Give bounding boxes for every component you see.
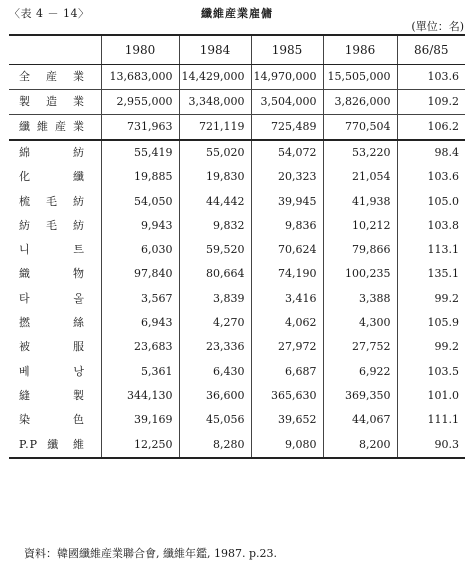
- value-cell: 23,683: [101, 335, 179, 359]
- table-row: [9, 115, 465, 141]
- row-label-cell: [9, 311, 101, 335]
- value-cell: 103.6: [397, 65, 465, 90]
- row-label-cell: [9, 262, 101, 286]
- row-label-cell: [9, 65, 101, 90]
- value-cell: 70,624: [251, 238, 323, 262]
- employment-table: [9, 34, 465, 459]
- table-title: 纖維産業雇傭: [201, 7, 273, 20]
- value-cell: 54,072: [251, 140, 323, 165]
- row-label-cell: [9, 408, 101, 432]
- value-cell: 135.1: [397, 262, 465, 286]
- row-label: 縫 製: [19, 388, 85, 402]
- value-cell: 54,050: [101, 190, 179, 214]
- value-cell: 59,520: [179, 238, 251, 262]
- table-row: [9, 433, 465, 458]
- row-label-cell: [9, 115, 101, 141]
- value-cell: 53,220: [323, 140, 397, 165]
- value-cell: 15,505,000: [323, 65, 397, 90]
- value-cell: 8,200: [323, 433, 397, 458]
- row-label: P.P 纖 維: [19, 437, 85, 451]
- header-corner: [9, 35, 101, 65]
- value-cell: 14,429,000: [179, 65, 251, 90]
- value-cell: 101.0: [397, 384, 465, 408]
- row-label: 全 産 業: [19, 70, 85, 83]
- row-label: 被 服: [19, 340, 85, 354]
- value-cell: 3,839: [179, 287, 251, 311]
- value-cell: 99.2: [397, 287, 465, 311]
- source-note: 資料：韓國纖維産業聯合會, 纖維年鑑, 1987. p.23.: [24, 547, 278, 560]
- table-row: [9, 140, 465, 165]
- value-cell: 39,169: [101, 408, 179, 432]
- value-cell: 103.8: [397, 214, 465, 238]
- value-cell: 20,323: [251, 165, 323, 189]
- row-label: 니 트: [19, 243, 85, 257]
- value-cell: 2,955,000: [101, 90, 179, 115]
- row-label-cell: [9, 90, 101, 115]
- table-row: [9, 90, 465, 115]
- row-label-cell: [9, 214, 101, 238]
- value-cell: 6,430: [179, 360, 251, 384]
- value-cell: 3,826,000: [323, 90, 397, 115]
- table-row: [9, 408, 465, 432]
- value-cell: 6,030: [101, 238, 179, 262]
- column-header: 1985: [251, 35, 323, 65]
- value-cell: 9,836: [251, 214, 323, 238]
- row-label: 染 色: [19, 413, 85, 427]
- row-label: 織 物: [19, 267, 85, 281]
- value-cell: 369,350: [323, 384, 397, 408]
- value-cell: 770,504: [323, 115, 397, 141]
- value-cell: 111.1: [397, 408, 465, 432]
- column-header: 86/85: [397, 35, 465, 65]
- value-cell: 4,270: [179, 311, 251, 335]
- value-cell: 12,250: [101, 433, 179, 458]
- header-row: [9, 35, 465, 65]
- value-cell: 109.2: [397, 90, 465, 115]
- value-cell: 105.0: [397, 190, 465, 214]
- value-cell: 21,054: [323, 165, 397, 189]
- value-cell: 45,056: [179, 408, 251, 432]
- value-cell: 36,600: [179, 384, 251, 408]
- value-cell: 9,943: [101, 214, 179, 238]
- value-cell: 3,388: [323, 287, 397, 311]
- table-row: [9, 287, 465, 311]
- value-cell: 4,062: [251, 311, 323, 335]
- row-label: 化 纖: [19, 170, 85, 184]
- value-cell: 3,416: [251, 287, 323, 311]
- table-row: [9, 335, 465, 359]
- value-cell: 731,963: [101, 115, 179, 141]
- value-cell: 5,361: [101, 360, 179, 384]
- column-header: 1980: [101, 35, 179, 65]
- value-cell: 105.9: [397, 311, 465, 335]
- value-cell: 97,840: [101, 262, 179, 286]
- row-label: 綿 紡: [19, 146, 85, 159]
- value-cell: 10,212: [323, 214, 397, 238]
- table-row: [9, 360, 465, 384]
- value-cell: 3,504,000: [251, 90, 323, 115]
- value-cell: 6,943: [101, 311, 179, 335]
- value-cell: 103.5: [397, 360, 465, 384]
- value-cell: 14,970,000: [251, 65, 323, 90]
- row-label-cell: [9, 360, 101, 384]
- value-cell: 365,630: [251, 384, 323, 408]
- value-cell: 9,080: [251, 433, 323, 458]
- row-label: 梳 毛 紡: [19, 194, 85, 208]
- row-label: 紡 毛 紡: [19, 218, 85, 232]
- value-cell: 99.2: [397, 335, 465, 359]
- row-label-cell: [9, 165, 101, 189]
- table-number: 〈表 4 － 14〉: [9, 7, 90, 20]
- value-cell: 106.2: [397, 115, 465, 141]
- value-cell: 3,567: [101, 287, 179, 311]
- unit-note: (單位：名): [411, 20, 464, 33]
- row-label: 베 낭: [19, 364, 85, 378]
- column-header: 1986: [323, 35, 397, 65]
- row-label: 纖維産業: [19, 120, 85, 133]
- row-label-cell: [9, 140, 101, 165]
- value-cell: 55,419: [101, 140, 179, 165]
- value-cell: 13,683,000: [101, 65, 179, 90]
- row-label: 製 造 業: [19, 95, 85, 108]
- table-row: [9, 214, 465, 238]
- value-cell: 74,190: [251, 262, 323, 286]
- table-row: [9, 165, 465, 189]
- value-cell: 44,067: [323, 408, 397, 432]
- value-cell: 8,280: [179, 433, 251, 458]
- table-row: [9, 384, 465, 408]
- table-row: [9, 262, 465, 286]
- row-label-cell: [9, 433, 101, 458]
- value-cell: 19,830: [179, 165, 251, 189]
- value-cell: 39,652: [251, 408, 323, 432]
- value-cell: 27,752: [323, 335, 397, 359]
- value-cell: 44,442: [179, 190, 251, 214]
- value-cell: 6,922: [323, 360, 397, 384]
- row-label-cell: [9, 384, 101, 408]
- row-label: 撚 絲: [19, 316, 85, 330]
- table-row: [9, 65, 465, 90]
- value-cell: 103.6: [397, 165, 465, 189]
- table-row: [9, 190, 465, 214]
- value-cell: 9,832: [179, 214, 251, 238]
- row-label-cell: [9, 238, 101, 262]
- value-cell: 113.1: [397, 238, 465, 262]
- value-cell: 41,938: [323, 190, 397, 214]
- row-label: 타 올: [19, 291, 85, 305]
- row-label-cell: [9, 335, 101, 359]
- row-label-cell: [9, 190, 101, 214]
- value-cell: 3,348,000: [179, 90, 251, 115]
- value-cell: 100,235: [323, 262, 397, 286]
- column-header: 1984: [179, 35, 251, 65]
- value-cell: 55,020: [179, 140, 251, 165]
- value-cell: 23,336: [179, 335, 251, 359]
- value-cell: 6,687: [251, 360, 323, 384]
- value-cell: 344,130: [101, 384, 179, 408]
- value-cell: 79,866: [323, 238, 397, 262]
- value-cell: 4,300: [323, 311, 397, 335]
- table-row: [9, 238, 465, 262]
- value-cell: 19,885: [101, 165, 179, 189]
- value-cell: 39,945: [251, 190, 323, 214]
- value-cell: 725,489: [251, 115, 323, 141]
- value-cell: 80,664: [179, 262, 251, 286]
- row-label-cell: [9, 287, 101, 311]
- value-cell: 27,972: [251, 335, 323, 359]
- table-row: [9, 311, 465, 335]
- value-cell: 98.4: [397, 140, 465, 165]
- value-cell: 90.3: [397, 433, 465, 458]
- value-cell: 721,119: [179, 115, 251, 141]
